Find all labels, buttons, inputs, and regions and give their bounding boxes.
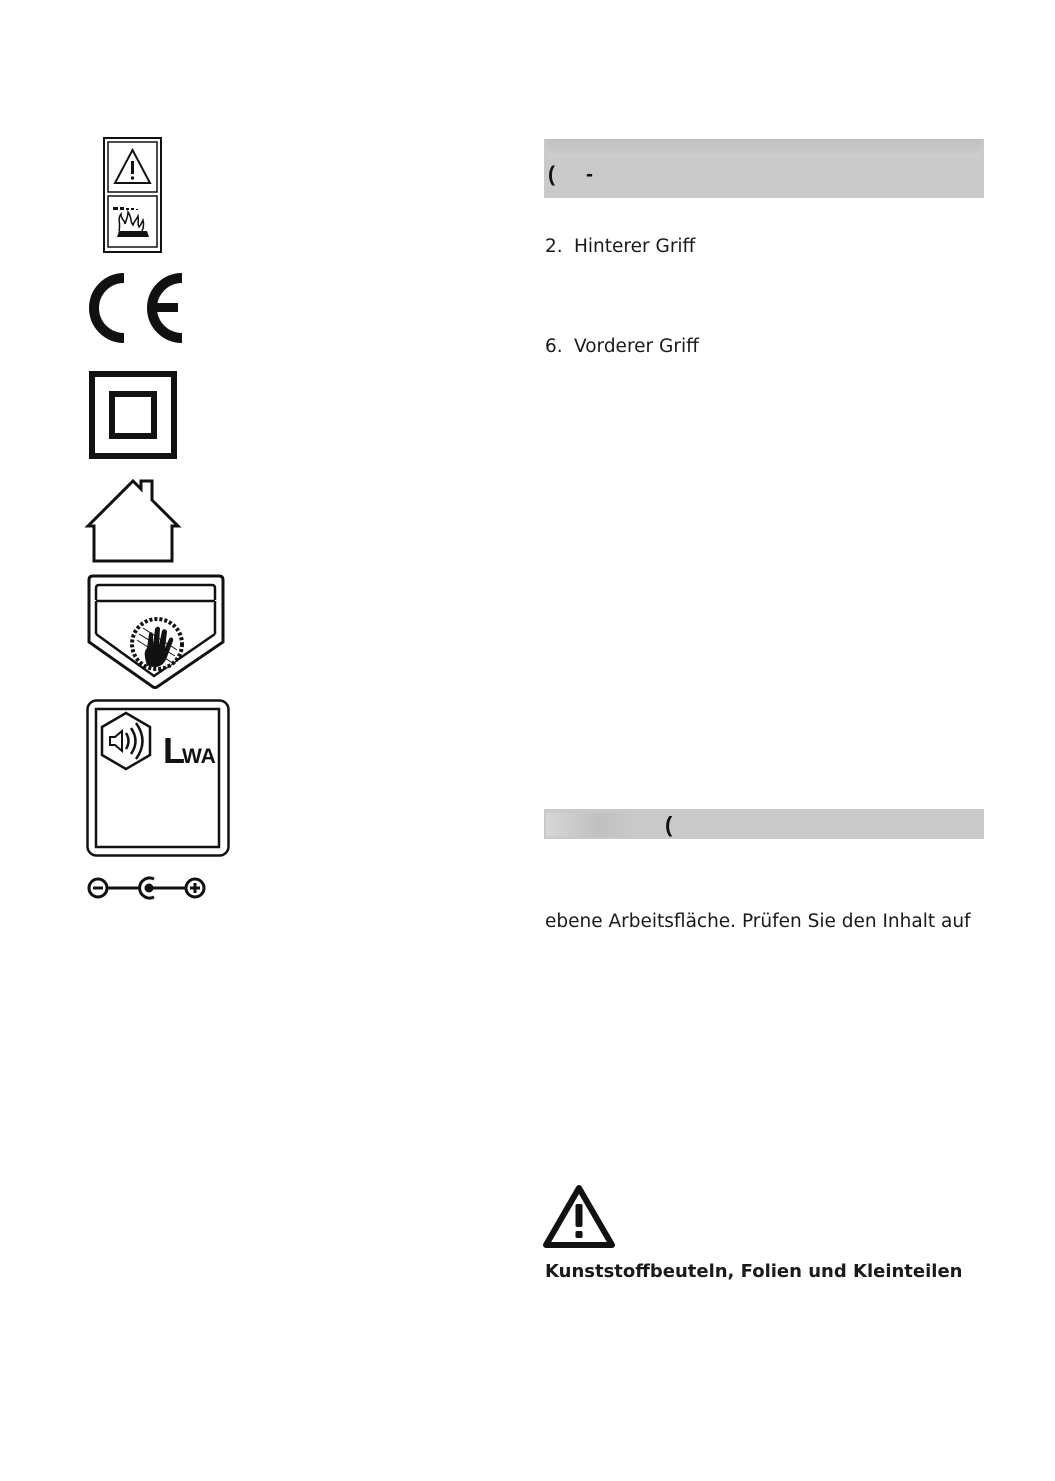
ce-mark-icon: [80, 270, 186, 346]
part-item: [545, 336, 699, 357]
dc-polarity-icon: [86, 875, 208, 901]
part-label: Hinterer Griff: [574, 236, 696, 257]
header-bar-text-2: -: [586, 163, 593, 186]
part-item: [545, 236, 695, 257]
section-bar-text: (: [665, 812, 673, 837]
part-label: Vorderer Griff: [574, 336, 699, 357]
hand-protection-label-icon: [85, 574, 227, 690]
warning-flame-label-icon: [103, 137, 163, 253]
body-text-line: ebene Arbeitsfläche. Prüfen Sie den Inhalt auf: [545, 911, 971, 932]
indoor-use-house-icon: [86, 477, 182, 565]
warning-triangle-icon: [543, 1185, 615, 1253]
part-number: 6.: [545, 336, 563, 357]
lwa-subscript: WA: [182, 745, 216, 768]
double-insulation-icon: [89, 371, 179, 461]
part-number: 2.: [545, 236, 563, 257]
section-header-bar: [544, 809, 984, 839]
section-header-bar: [544, 139, 984, 198]
header-faded-text: [546, 813, 634, 837]
lwa-label: L: [163, 730, 185, 771]
header-bar-text: (: [548, 163, 557, 186]
warning-text: Kunststoffbeuteln, Folien und Kleinteilen: [545, 1261, 963, 1282]
sound-power-lwa-label-icon: [86, 699, 230, 857]
header-faded-text: [546, 139, 982, 159]
